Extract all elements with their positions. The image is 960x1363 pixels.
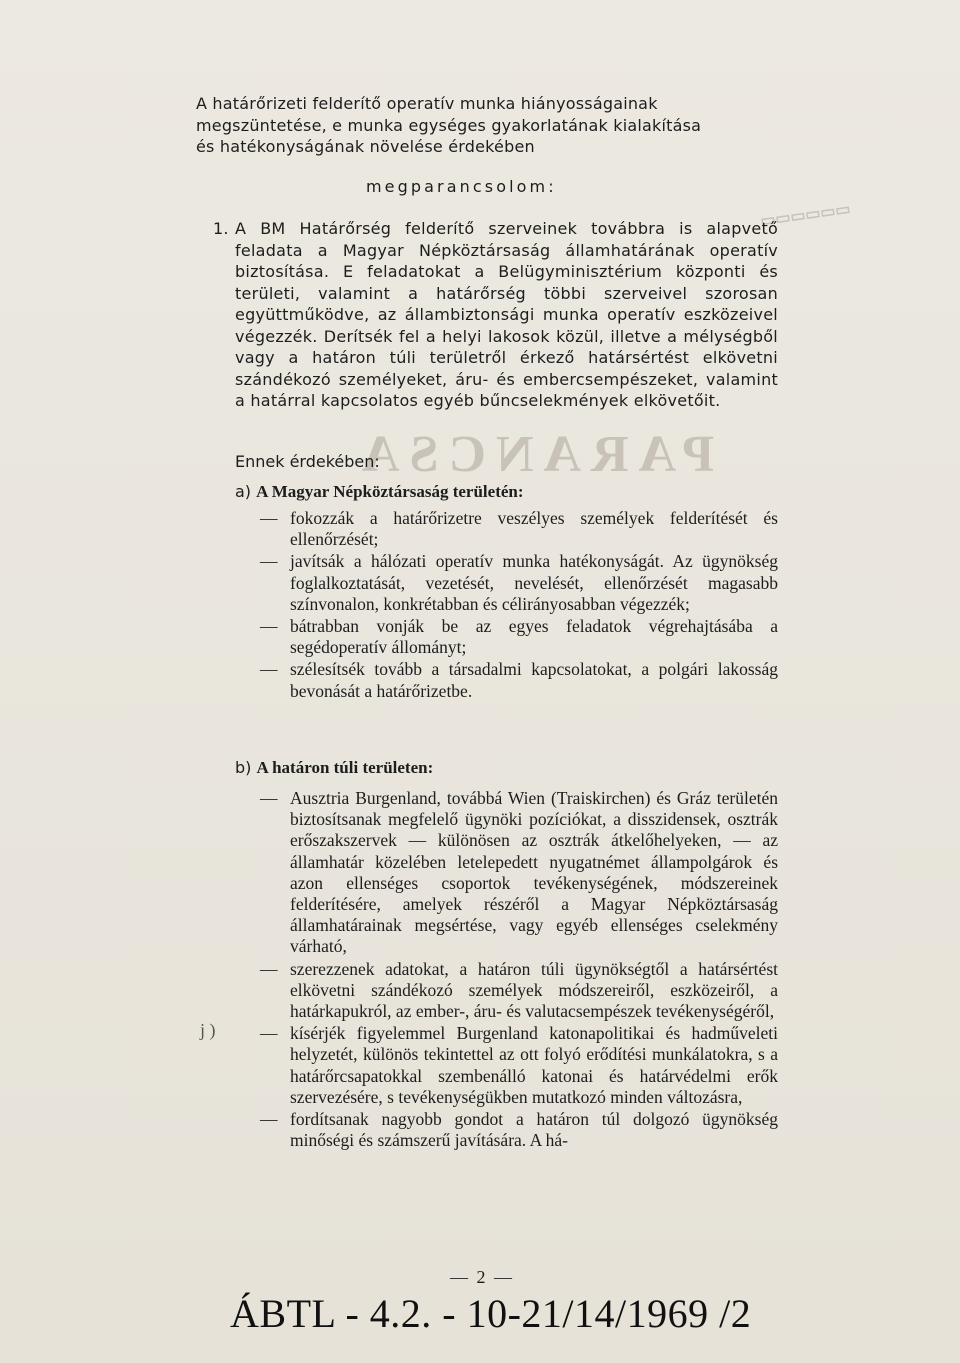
stamp-mark: ▭▭▭▭▭▭: [759, 200, 852, 231]
list-item: — bátrabban vonják be az egyes feladatok végrehajtásába a segédoperatív állományt;: [260, 616, 778, 658]
dash-marker: —: [260, 551, 278, 572]
page-number: — 2 —: [450, 1267, 514, 1287]
section-b-list: [258, 788, 778, 1152]
dash-marker: —: [260, 616, 278, 637]
point-1: [213, 218, 778, 412]
list-item: — szerezzenek adatokat, a határon túli ügynökségtől a határsértést elkövetni szándékozó személyek módszereiről, eszközeiről, a határkapukról, az ember-, áru- és valutacsempészek tevékenységéről,: [260, 958, 778, 1022]
dash-marker: —: [260, 1109, 278, 1130]
list-item: — Ausztria Burgenland, továbbá Wien (Traiskirchen) és Gráz területén biztosítsanak megfelelő ügynöki pozíciókat, a disszidensek, osztrák erőszakszervek — különösen az osztrák átkelőhelyeken, — az államhatár közelében letelepedett nyugatnémet állampolgárok és azon ellenséges csoportok tevékenységének, módszereinek felderítésére, amelyek részéről a Magyar Népköztársaság államhatárainak megsértése, vagy egyéb ellenséges cselekmény várható,: [260, 788, 778, 957]
intro-line: A határőrizeti felderítő operatív munka hiányosságainak: [196, 94, 658, 113]
point-number: 1.: [213, 219, 229, 238]
section-title: A határon túli területen:: [256, 758, 434, 777]
archive-reference: ÁBTL - 4.2. - 10-21/14/1969 /2: [230, 1291, 752, 1336]
section-title: A Magyar Népköztársaság területén:: [256, 482, 524, 501]
dash-marker: —: [260, 958, 278, 979]
dash-marker: —: [260, 508, 278, 528]
dash-marker: —: [260, 788, 278, 808]
intro-line: és hatékonyságának növelése érdekében: [196, 137, 535, 156]
list-item: — szélesítsék tovább a társadalmi kapcsolatokat, a polgári lakosság bevonását a határőrizetbe.: [260, 659, 778, 701]
intro-preamble: [196, 93, 776, 158]
intro-line: megszüntetése, e munka egységes gyakorlatának kialakítása: [196, 115, 702, 135]
section-a-heading: [235, 482, 524, 502]
list-item: — kísérjék figyelemmel Burgenland katonapolitikai és hadműveleti helyzetét, különös tekintettel az ott folyó erődítési munkálatokra, s a határőrcsapatokkal szembenálló katonai és határvédelmi erők szervezésére, s tevékenységükben mutatkozó minden változásra,: [260, 1023, 778, 1107]
point-text: A BM Határőrség felderítő szerveinek továbbra is alapvető feladata a Magyar Népköztársaság államhatárának operatív biztosítása. E feladatokat a Belügyminisztérium központi és területi, valamint a határőrség többi szerveivel szorosan együttműködve, az állambiztonsági munka operatív eszközeivel végezzék. Derítsék fel a helyi lakosok közül, illetve a mélységből vagy a határon túli területről érkező határsértést elkövetni szándékozó személyeket, áru- és embercsempészeket, valamint a határral kapcsolatos egyéb bűncselekmények elkövetőit.: [235, 219, 778, 410]
section-a-list: [258, 508, 778, 703]
handwritten-margin-mark: j ): [200, 1020, 216, 1040]
dash-marker: —: [260, 659, 278, 680]
bleed-through-heading: PARANCSA: [352, 426, 715, 483]
ennek-label: Ennek érdekében:: [235, 452, 380, 471]
section-label: a): [235, 482, 252, 501]
decree-heading: megparancsolom:: [366, 177, 557, 196]
list-item: — javítsák a hálózati operatív munka hatékonyságát. Az ügynökség foglalkoztatását, vezetését, nevelését, ellenőrzését magasabb színvonalon, konkrétabban és célirányosabban végezzék;: [260, 551, 778, 614]
section-b-heading: [235, 758, 433, 778]
list-item: — fokozzák a határőrizetre veszélyes személyek felderítését és ellenőrzését;: [260, 508, 778, 550]
section-label: b): [235, 758, 252, 777]
list-item: — fordítsanak nagyobb gondot a határon túl dolgozó ügynökség minőségi és számszerű javítására. A há-: [260, 1109, 778, 1151]
dash-marker: —: [260, 1023, 278, 1044]
